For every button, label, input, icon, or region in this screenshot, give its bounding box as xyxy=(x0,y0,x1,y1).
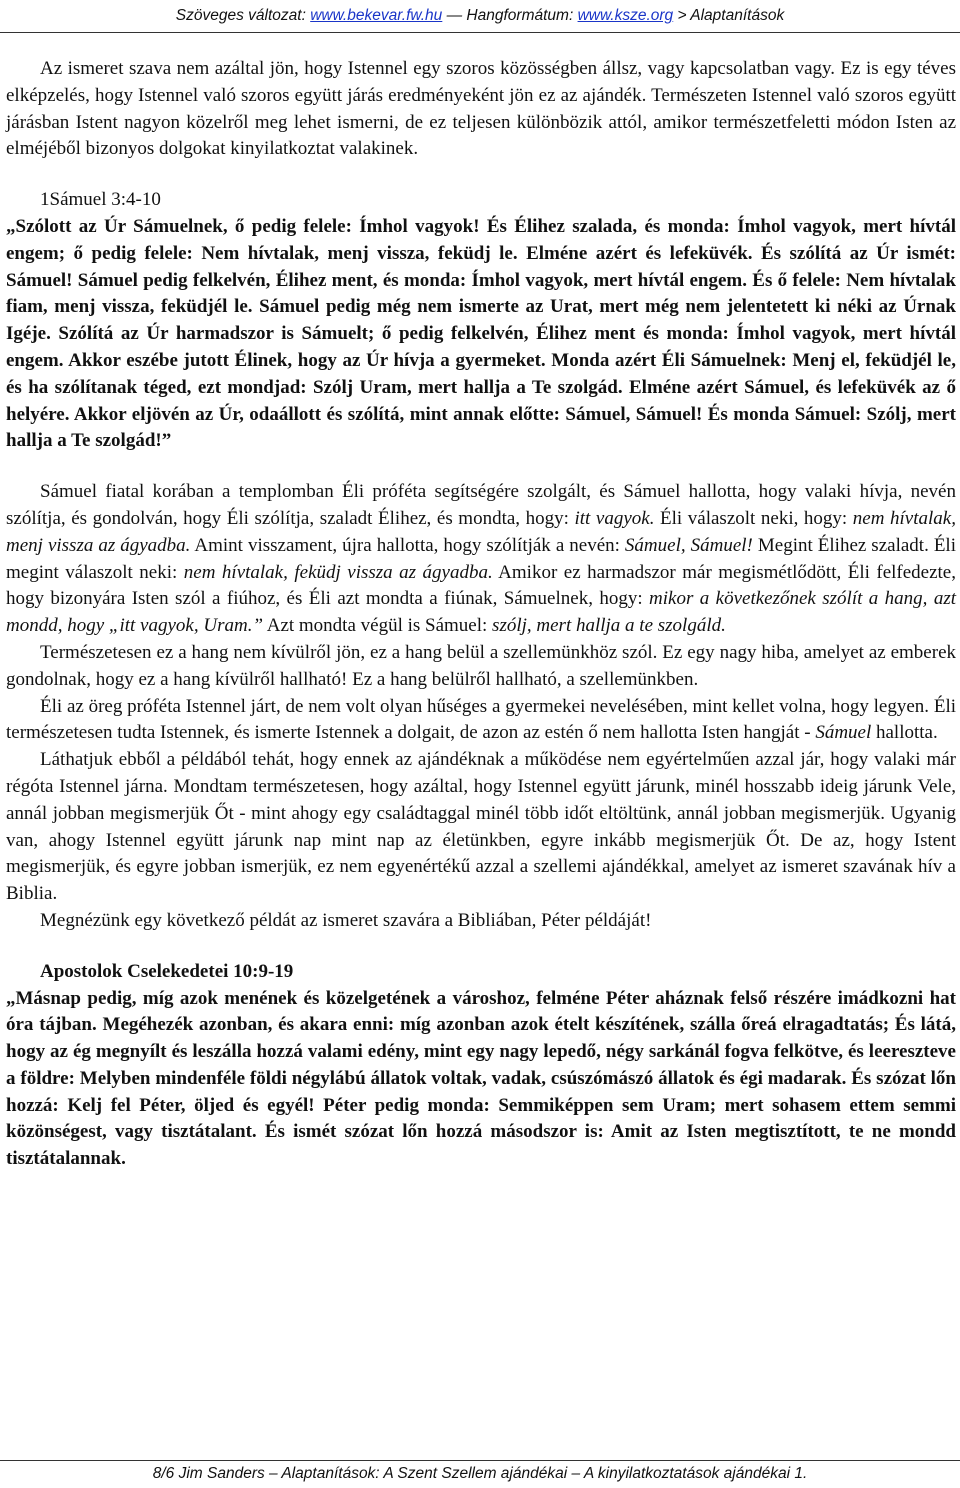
samuel-quote: „Szólott az Úr Sámuelnek, ő pedig felele: Ímhol vagyok! És Élihez szalada, és monda: Ímhol vagyok, mert hívtál engem; ő pedig felele: Nem hívtalak, menj vissza, feküdj le. Elméne azért és lefeküvék. És szólítá az Úr ismét: Sámuel! Sámuel pedig felkelvén, Élihez ment, és monda: Ímhol vagyok, mert hívtál engem. És ő felele: Nem hívtalak fiam, menj vissza, feküdjél le. Sámuel pedig még nem ismerte az Urat, mert még nem jelentetett ki néki az Úrnak Igéje. Szólítá az Úr harmadszor is Sámuelt; ő pedig felkelvén, Élihez ment és monda: Ímhol vagyok, mert hívtál engem. Akkor eszébe jutott Élinek, hogy az Úr hívja a gyermeket. Monda azért Éli Sámuelnek: Menj el, feküdjél le, és ha szólítanak téged, ezt mondjad: Szólj Uram, mert hallja a Te szolgád. Elméne azért Sámuel, és lefeküvék az ő helyére. Akkor eljövén az Úr, odaállott és szólítá, mint annak előtte: Sámuel, Sámuel! És monda Sámuel: Szólj, mert hallja a Te szolgád!” xyxy=(6,215,956,452)
header-suffix: > Alaptanítások xyxy=(673,7,785,24)
intro-paragraph: Az ismeret szava nem azáltal jön, hogy Istennel egy szoros közösségben állsz, vagy kapcsolatban vagy. Ez is egy téves elképzelés, hogy Istennel való szoros együtt járás eredményeként jön ez az ajándék. Természeten Istennel való szoros együtt járásban Istent nagyon közelről meg lehet ismerni, de ez teljesen különbözik attól, amikor természetfeletti módon Isten az elméjéből bizonyos dolgokat kinyilatkoztat valakinek. xyxy=(6,58,956,160)
paragraph-inner-voice: Természetesen ez a hang nem kívülről jön, ez a hang belül a szellemünkhöz szól. Ez egy nagy hiba, amelyet az emberek gondolnak, hogy ez a hang kívülről hallható! Ez a hang belülről hallható, a szellemünkben. xyxy=(6,641,956,690)
acts-reference: Apostolok Cselekedetei 10:9-19 xyxy=(40,960,294,982)
header-middle: — Hangformátum: xyxy=(442,7,578,24)
paragraph-lesson: Láthatjuk ebből a példából tehát, hogy ennek az ajándéknak a működése nem egyértelműen azzal jár, hogy valaki már régóta Istennel járna. Mondtam természetesen, hogy azáltal, hogy Istennel együtt járunk, minél hosszabb ideig járunk Vele, annál jobban megismerjük Őt - mint ahogy egy családtaggal minél több időt eltöltünk, annál jobban megismerjük. Ugyanig van, ahogy Istennel együtt járunk nap mint nap az életünkben, egyre inkább megismerjük Őt. De az, hogy Istent megismerjük, és egyre jobban ismerjük, ez nem egyenértékű azzal a szellemi ajándékkal, amelyet az ismeret szavának hív a Biblia. xyxy=(6,749,956,905)
samuel-reference: 1Sámuel 3:4-10 xyxy=(40,189,161,211)
ksze-link[interactable]: www.ksze.org xyxy=(577,7,674,24)
paragraph-samuel-story: Sámuel fiatal korában a templomban Éli próféta segítségére szolgált, és Sámuel hallotta, hogy valaki hívja, nevén szólítja, és gondolván, hogy Éli szólítja, szaladt Élihez, és mondta, hogy: itt vagyok. Éli válaszolt neki, hogy: nem hívtalak, menj vissza az ágyadba. Amint visszament, újra hallotta, hogy szólítják a nevén: Sámuel, Sámuel! Megint Élihez szaladt. Éli megint válaszolt neki: nem hívtalak, feküdj vissza az ágyadba. Amikor ez harmadszor már megismétlődött, Éli felfedezte, hogy bizonyára Isten szól a fiúhoz, és Éli azt mondta a fiúnak, Sámuelnek, hogy: mikor a következőnek szólít a hang, azt mondd, hogy „itt vagyok, Uram.” Azt mondta végül is Sámuel: szólj, mert hallja a te szolgáld. xyxy=(6,481,956,637)
paragraph-eli: Éli az öreg próféta Istennel járt, de nem volt olyan hűséges a gyermekei nevelésében, mint kellet volna, hogy legyen. Éli természetesen tudta Istennek, és ismerte Istennek a dolgait, de azon az estén ő nem hallotta Isten hangját - Sámuel hallotta. xyxy=(6,695,956,744)
acts-quote: „Másnap pedig, míg azok menének és közelgetének a városhoz, felméne Péter aháznak felső részére imádkozni hat óra tájban. Megéhezék azonban, és akara enni: míg azonban azok ételt készítének, szálla őreá elragadtatás; És látá, hogy az ég megnyílt és leszálla hozzá valami edény, mint egy nagy lepedő, négy sarkánál fogva felkötve, és leereszteve a földre: Melyben mindenféle földi négylábú állatok voltak, vadak, csúszómászó állatok és égi madarak. És szózat lőn hozzá: Kelj fel Péter, öljed és egyél! Péter pedig monda: Semmiképpen sem Uram; mert sohasem ettem semmi közönségest, vagy tisztátalant. És ismét szózat lőn hozzá másodszor is: Amit az Isten megtisztított, te ne mondd tisztátalannak. xyxy=(6,987,956,1170)
bekevar-link[interactable]: www.bekevar.fw.hu xyxy=(310,7,443,24)
page-footer: 8/6 Jim Sanders – Alaptanítások: A Szent Szellem ajándékai – A kinyilatkoztatások ajándékai 1. xyxy=(152,1465,808,1482)
header-divider xyxy=(0,32,960,33)
page-header xyxy=(0,0,960,34)
document-body xyxy=(6,56,956,1173)
paragraph-next-example: Megnézünk egy következő példát az ismeret szavára a Bibliában, Péter példáját! xyxy=(40,909,652,931)
header-prefix: Szöveges változat: xyxy=(175,7,311,24)
